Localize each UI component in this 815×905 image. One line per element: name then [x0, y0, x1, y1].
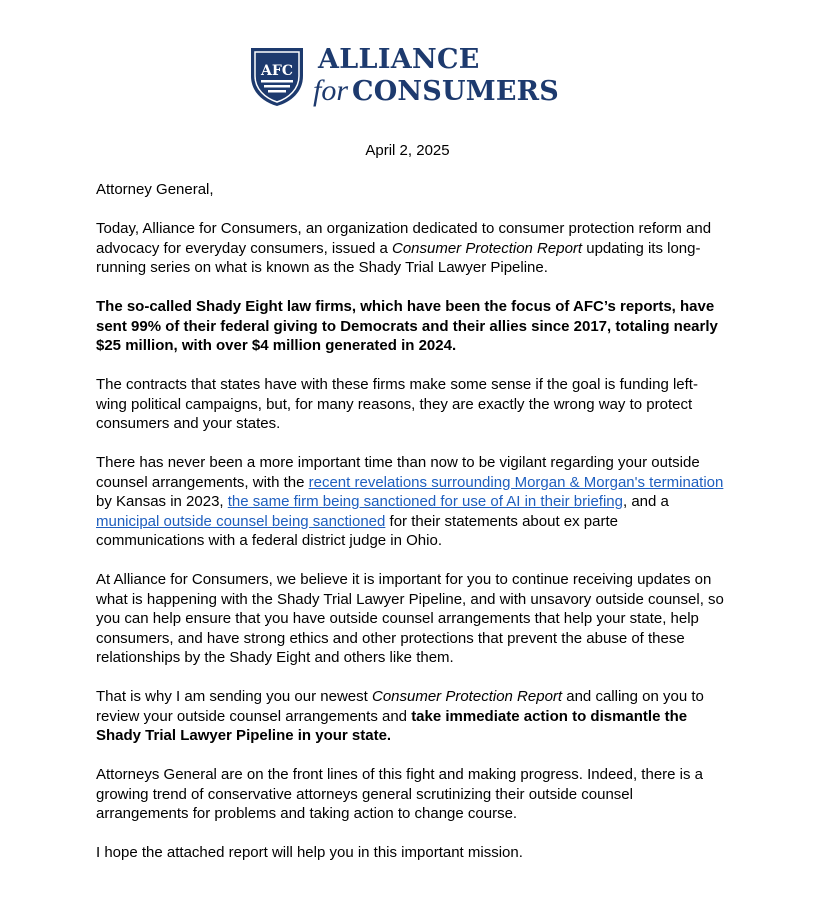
- logo-consumers-text: CONSUMERS: [352, 76, 559, 107]
- report-title: Consumer Protection Report: [391, 239, 583, 257]
- link-municipal-counsel[interactable]: municipal outside counsel being sanctioned: [96, 512, 386, 530]
- afc-logo: [249, 46, 579, 110]
- paragraph-afc-belief: At Alliance for Consumers, we believe it is important for you to continue receiving updates on what is happening with the Shady Trial Lawyer Pipeline, and with unsavory outside counsel, so you can help ensure that you have outside counsel arrangements that help your state, help consumers, and have strong ethics and other protections that prevent the abuse of these relationships by the Shady Eight and others like them.: [96, 571, 724, 666]
- shield-text: AFC: [261, 63, 293, 79]
- logo-line2: [313, 74, 559, 108]
- report-title: Consumer Protection Report: [371, 688, 563, 705]
- link-morgan-termination[interactable]: recent revelations surrounding Morgan & Morgan's termination: [308, 473, 724, 491]
- logo-for-text: for: [313, 74, 349, 107]
- logo-alliance-text: ALLIANCE: [318, 44, 480, 75]
- letter-body: [96, 180, 726, 882]
- afc-shield-icon: [249, 46, 305, 108]
- salutation: Attorney General,: [96, 181, 214, 198]
- paragraph-key-finding: The so-called Shady Eight law firms, which have been the focus of AFC’s reports, have sent 99% of their federal giving to Democrats and their allies since 2017, totaling nearly $25 million, with over $4 million generated in 2024.: [96, 298, 718, 354]
- paragraph-intro: Today, Alliance for Consumers, an organization dedicated to consumer protection reform and advocacy for everyday consumers, issued a Consumer Protection Report updating its long-running series on what is known as the Shady Trial Lawyer Pipeline.: [96, 220, 712, 276]
- paragraph-call-to-action: That is why I am sending you our newest Consumer Protection Report and calling on you to review your outside counsel arrangements and take immediate action to dismantle the Shady Trial Lawyer Pipeline in your state.: [96, 688, 704, 744]
- paragraph-front-lines: Attorneys General are on the front lines of this fight and making progress. Indeed, there is a growing trend of conservative attorneys general scrutinizing their outside counsel arrangements for problems and taking action to change course.: [96, 766, 704, 822]
- paragraph-contracts: The contracts that states have with these firms make some sense if the goal is funding left-wing political campaigns, but, for many reasons, they are exactly the wrong way to protect consumers and your states.: [96, 376, 698, 432]
- letter-date: April 2, 2025: [365, 142, 450, 159]
- paragraph-closing: I hope the attached report will help you in this important mission.: [96, 844, 523, 861]
- paragraph-vigilance: There has never been a more important time than now to be vigilant regarding your outside counsel arrangements, with the recent revelations surrounding Morgan & Morgan's termination by Kansas in 2023, the same firm being sanctioned for use of AI in their briefing, and a municipal outside counsel being sanctioned for their statements about ex parte communications with a federal district judge in Ohio.: [96, 454, 724, 549]
- link-ai-sanction[interactable]: the same firm being sanctioned for use of AI in their briefing: [227, 493, 623, 510]
